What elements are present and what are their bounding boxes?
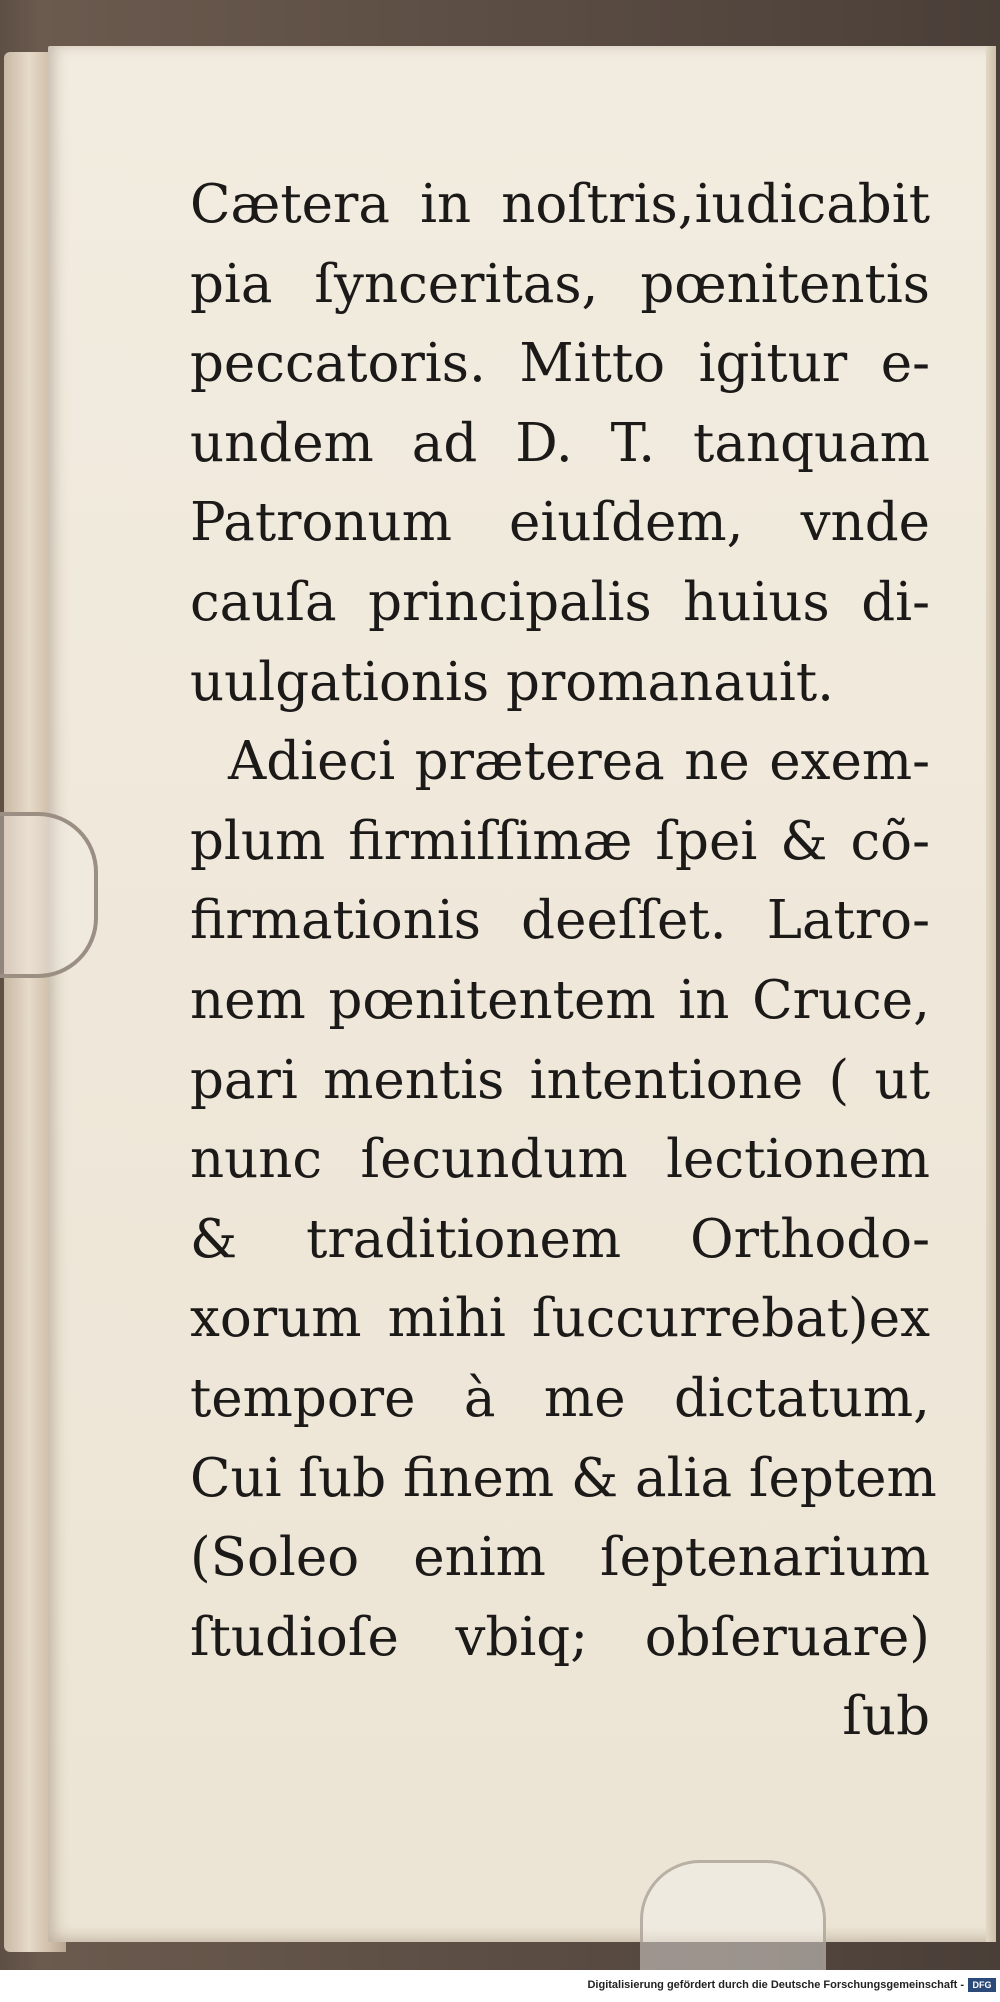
dfg-logo-icon: DFG [968, 1978, 996, 1992]
text-line: nem pœnitentem in Cruce, [190, 969, 930, 1031]
text-line: plum firmiſſimæ ſpei & cõ- [190, 810, 930, 872]
text-line: cauſa principalis huius di- [190, 571, 930, 633]
text-line: nunc ſecundum lectionem [190, 1129, 930, 1191]
text-line: Patronum eiuſdem, vnde [190, 492, 930, 554]
text-line: ſtudioſe vbiq; obſeruare) [190, 1606, 930, 1668]
text-line: pia ſynceritas, pœnitentis [190, 253, 930, 315]
page-text [190, 165, 937, 1757]
text-line: Cui ſub finem & alia ſeptem [190, 1447, 937, 1509]
text-line: peccatoris. Mitto igitur e- [190, 333, 930, 395]
text-line: firmationis deeſſet. Latro- [190, 890, 930, 952]
text-line: Adieci præterea ne exem- [228, 731, 930, 793]
text-line: pari mentis intentione ( ut [190, 1049, 930, 1111]
text-line: & traditionem Orthodo- [190, 1208, 930, 1270]
text-line: tempore à me dictatum, [190, 1367, 930, 1429]
text-line: (Soleo enim ſeptenarium [190, 1527, 930, 1589]
digitization-credit: Digitalisierung gefördert durch die Deutsche Forschungsgemeinschaft - [587, 1979, 964, 1991]
text-line: xorum mihi ſuccurrebat)ex [190, 1288, 930, 1350]
footer-bar [0, 1970, 1000, 2002]
text-line: undem ad D. T. tanquam [190, 412, 930, 474]
page-fore-edge [986, 46, 996, 1942]
text-line: Cætera in noſtris,iudicabit [190, 174, 930, 235]
book-clip [0, 812, 98, 978]
book-clip-bottom [640, 1860, 826, 1986]
catchword: ſub [842, 1686, 930, 1748]
text-line: uulgationis promanauit. [190, 651, 835, 713]
